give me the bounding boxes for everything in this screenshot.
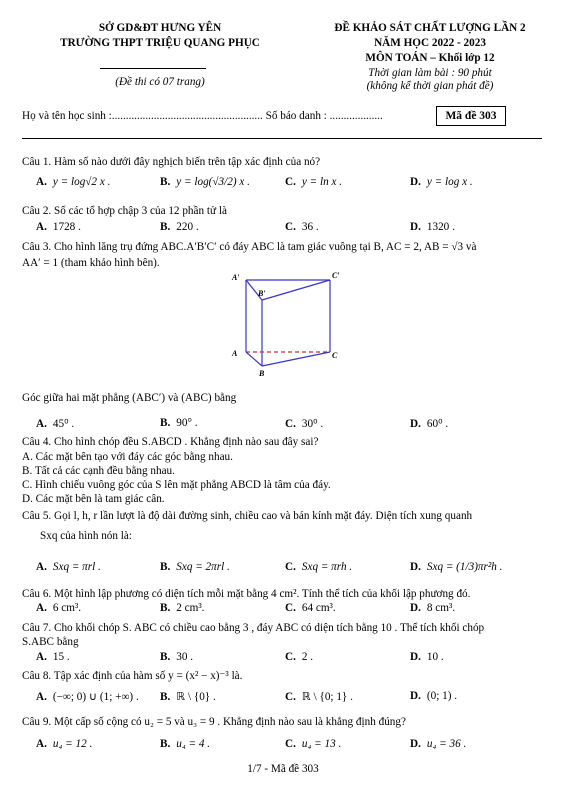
label-b-prime: B′ [258,289,266,298]
school-year: NĂM HỌC 2022 - 2023 [374,37,486,49]
q5-option-c[interactable]: C. Sxq = πrh . [285,561,353,573]
q2-option-c[interactable]: C. 36 . [285,221,319,233]
question-1: Câu 1. Hàm số nào dưới đây nghịch biến trên tập xác định của nó? [22,156,321,168]
q3-option-b[interactable]: B. 90° . [160,417,198,429]
question-7-line-2: S.ABC bằng [22,636,79,648]
q6-option-c[interactable]: C. 64 cm³. [285,602,336,614]
exam-title: ĐỀ KHẢO SÁT CHẤT LƯỢNG LẦN 2 [334,22,526,34]
q1-option-a[interactable]: A. y = log√2 x . [36,176,111,188]
question-3-prompt: Góc giữa hai mặt phẳng (ABC′) và (ABC) bằng [22,392,237,404]
question-5: Câu 5. Gọi l, h, r lần lượt là độ dài đường sinh, chiều cao và bán kính mặt đáy. Diện tích xung quanh [22,510,473,522]
q2-option-a[interactable]: A. 1728 . [36,221,81,233]
q1-option-c[interactable]: C. y = ln x . [285,176,343,188]
question-5-line-2: Sxq của hình nón là: [40,530,132,542]
q9-option-a[interactable]: A. u₄ = 12 . [36,738,93,750]
q9-option-d[interactable]: D. u₄ = 36 . [410,738,467,750]
student-info-line: Họ và tên học sinh :...................................................... Số báo danh : ................... [22,110,383,122]
header-rule [22,138,542,139]
question-7: Câu 7. Cho khối chóp S. ABC có chiều cao bằng 3 , đáy ABC có diện tích bằng 10 . Thể tích khối chóp [22,622,485,634]
q8-option-a[interactable]: A. (−∞; 0) ∪ (1; +∞) . [36,691,139,703]
header-divider-left [100,68,206,69]
page-footer: 1/7 - Mã đề 303 [247,763,319,775]
question-9: Câu 9. Một cấp số cộng có u₂ = 5 và u₃ = 9 . Khẳng định nào sau là khẳng định đúng? [22,716,406,728]
q6-option-b[interactable]: B. 2 cm³. [160,602,205,614]
q4-option-a[interactable]: A. Các mặt bên tạo với đáy các góc bằng nhau. [22,451,233,463]
q7-option-c[interactable]: C. 2 . [285,651,314,663]
question-6: Câu 6. Một hình lập phương có diện tích mỗi mặt bằng 4 cm². Tính thể tích của khối lập phương đó. [22,588,471,600]
pages-note: (Đề thi có 07 trang) [115,76,205,88]
q7-option-d[interactable]: D. 10 . [410,651,444,663]
q8-option-d[interactable]: D. (0; 1) . [410,690,458,702]
exam-time-note: (không kể thời gian phát đề) [366,80,494,92]
q2-option-d[interactable]: D. 1320 . [410,221,455,233]
q6-option-d[interactable]: D. 8 cm³. [410,602,456,614]
school-name: TRƯỜNG THPT TRIỆU QUANG PHỤC [60,37,260,49]
q7-option-a[interactable]: A. 15 . [36,651,70,663]
question-8: Câu 8. Tập xác định của hàm số y = (x² − x)⁻³ là. [22,670,243,682]
q9-option-b[interactable]: B. u₄ = 4 . [160,738,211,750]
label-b: B [259,369,265,378]
q5-option-a[interactable]: A. Sxq = πrl . [36,561,101,573]
subject: MÔN TOÁN – Khối lớp 12 [365,52,495,64]
q4-option-c[interactable]: C. Hình chiếu vuông góc của S lên mặt phẳng ABCD là tâm của đáy. [22,479,331,491]
q8-option-b[interactable]: B. ℝ \ {0} . [160,691,216,703]
question-3: Câu 3. Cho hình lăng trụ đứng ABC.A′B′C′ có đáy ABC là tam giác vuông tại B, AC = 2, AB = √3 và [22,241,477,253]
q9-option-c[interactable]: C. u₄ = 13 . [285,738,342,750]
q4-option-b[interactable]: B. Tất cả các cạnh đều bằng nhau. [22,465,175,477]
label-a: A [232,349,238,358]
exam-code-box: Mã đề 303 [436,106,506,126]
q4-option-d[interactable]: D. Các mặt bên là tam giác cân. [22,493,165,505]
q3-option-a[interactable]: A. 45⁰ . [36,418,75,430]
label-c: C [332,351,338,360]
q7-option-b[interactable]: B. 30 . [160,651,194,663]
q6-option-a[interactable]: A. 6 cm³. [36,602,82,614]
q8-option-c[interactable]: C. ℝ \ {0; 1} . [285,691,353,703]
q3-option-c[interactable]: C. 30⁰ . [285,418,324,430]
q1-option-d[interactable]: D. y = log x . [410,176,473,188]
question-4: Câu 4. Cho hình chóp đều S.ABCD . Khẳng định nào sau đây sai? [22,436,319,448]
q1-option-b[interactable]: B. y = log(√3/2) x . [160,176,250,188]
q5-option-d[interactable]: D. Sxq = (1/3)πr²h . [410,561,503,573]
exam-time: Thời gian làm bài : 90 phút [368,67,492,79]
question-2: Câu 2. Số các tổ hợp chập 3 của 12 phần tử là [22,205,227,217]
q3-option-d[interactable]: D. 60⁰ . [410,418,449,430]
label-c-prime: C′ [332,271,340,280]
prism-figure [226,270,346,380]
question-3-line-2: AA′ = 1 (tham khảo hình bên). [22,257,160,269]
q2-option-b[interactable]: B. 220 . [160,221,199,233]
label-a-prime: A′ [232,273,240,282]
q5-option-b[interactable]: B. Sxq = 2πrl . [160,561,230,573]
department: SỞ GD&ĐT HƯNG YÊN [98,22,222,34]
